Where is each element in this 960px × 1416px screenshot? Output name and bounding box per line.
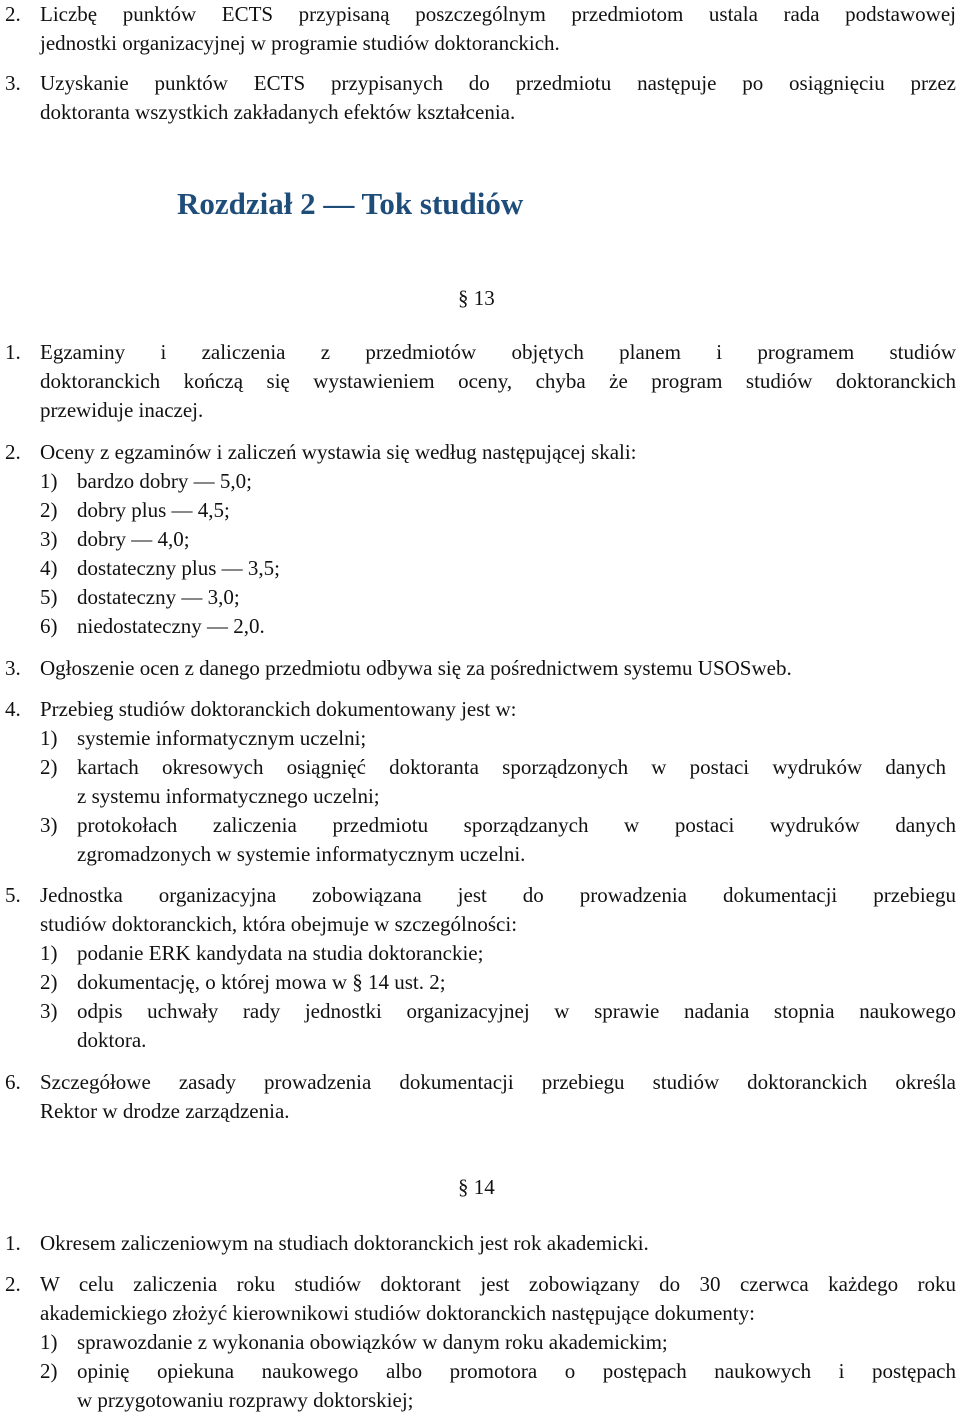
paragraph-line: Egzaminy i zaliczenia z przedmiotów objętych planem i programem studiów bbox=[40, 340, 956, 364]
grade-number: 4) bbox=[40, 556, 58, 580]
paragraph-line: doktoranckich kończą się wystawieniem oceny, chyba że program studiów doktoranckich bbox=[40, 369, 956, 393]
paragraph-line: Ogłoszenie ocen z danego przedmiotu odbywa się za pośrednictwem systemu USOSweb. bbox=[40, 656, 792, 680]
grade-number: 6) bbox=[40, 614, 58, 638]
sub-item-line: protokołach zaliczenia przedmiotu sporządzanych w postaci wydruków danych bbox=[77, 813, 956, 837]
sub-number: 1) bbox=[40, 1330, 58, 1354]
list-number: 2. bbox=[5, 2, 21, 26]
sub-item-line: kartach okresowych osiągnięć doktoranta sporządzonych w postaci wydruków danych bbox=[77, 755, 946, 779]
paragraph-line: doktoranta wszystkich zakładanych efektów kształcenia. bbox=[40, 100, 516, 124]
list-number: 2. bbox=[5, 440, 21, 464]
grade-item: niedostateczny — 2,0. bbox=[77, 614, 265, 638]
paragraph-line: Rektor w drodze zarządzenia. bbox=[40, 1099, 290, 1123]
list-number: 4. bbox=[5, 697, 21, 721]
paragraph-line: przewiduje inaczej. bbox=[40, 398, 204, 422]
paragraph-line: Liczbę punktów ECTS przypisaną poszczególnym przedmiotom ustala rada podstawowej bbox=[40, 2, 956, 26]
grade-number: 2) bbox=[40, 498, 58, 522]
list-number: 3. bbox=[5, 656, 21, 680]
section-heading: § 13 bbox=[458, 286, 495, 310]
sub-item-line: odpis uchwały rady jednostki organizacyjnej w sprawie nadania stopnia naukowego bbox=[77, 999, 956, 1023]
sub-number: 2) bbox=[40, 1359, 58, 1383]
sub-item-line: doktora. bbox=[77, 1028, 147, 1052]
list-number: 2. bbox=[5, 1272, 21, 1296]
paragraph-line: Szczegółowe zasady prowadzenia dokumentacji przebiegu studiów doktoranckich określa bbox=[40, 1070, 956, 1094]
list-number: 1. bbox=[5, 340, 21, 364]
sub-item-line: zgromadzonych w systemie informatycznym uczelni. bbox=[77, 842, 526, 866]
sub-item-line: systemie informatycznym uczelni; bbox=[77, 726, 367, 750]
sub-number: 2) bbox=[40, 755, 58, 779]
sub-number: 2) bbox=[40, 970, 58, 994]
list-number: 1. bbox=[5, 1231, 21, 1255]
section-heading: § 14 bbox=[458, 1175, 495, 1199]
sub-number: 1) bbox=[40, 726, 58, 750]
paragraph-line: Uzyskanie punktów ECTS przypisanych do przedmiotu następuje po osiągnięciu przez bbox=[40, 71, 956, 95]
sub-item-line: opinię opiekuna naukowego albo promotora o postępach naukowych i postępach bbox=[77, 1359, 956, 1383]
sub-item-line: w przygotowaniu rozprawy doktorskiej; bbox=[77, 1388, 414, 1412]
grade-number: 1) bbox=[40, 469, 58, 493]
grade-item: dostateczny plus — 3,5; bbox=[77, 556, 280, 580]
sub-item-line: z systemu informatycznego uczelni; bbox=[77, 784, 380, 808]
grade-item: dobry — 4,0; bbox=[77, 527, 190, 551]
paragraph-line: studiów doktoranckich, która obejmuje w szczególności: bbox=[40, 912, 518, 936]
paragraph-line: Jednostka organizacyjna zobowiązana jest do prowadzenia dokumentacji przebiegu bbox=[40, 883, 956, 907]
paragraph-line: akademickiego złożyć kierownikowi studiów doktoranckich następujące dokumenty: bbox=[40, 1301, 755, 1325]
paragraph-line: Przebieg studiów doktoranckich dokumentowany jest w: bbox=[40, 697, 517, 721]
list-number: 3. bbox=[5, 71, 21, 95]
grade-item: dobry plus — 4,5; bbox=[77, 498, 230, 522]
sub-item-line: dokumentację, o której mowa w § 14 ust. 2; bbox=[77, 970, 446, 994]
sub-item-line: podanie ERK kandydata na studia doktoranckie; bbox=[77, 941, 484, 965]
sub-number: 1) bbox=[40, 941, 58, 965]
grade-number: 5) bbox=[40, 585, 58, 609]
list-number: 5. bbox=[5, 883, 21, 907]
paragraph-line: Oceny z egzaminów i zaliczeń wystawia się według następującej skali: bbox=[40, 440, 637, 464]
paragraph-line: jednostki organizacyjnej w programie studiów doktoranckich. bbox=[40, 31, 560, 55]
sub-number: 3) bbox=[40, 813, 58, 837]
grade-item: dostateczny — 3,0; bbox=[77, 585, 240, 609]
paragraph-line: Okresem zaliczeniowym na studiach doktoranckich jest rok akademicki. bbox=[40, 1231, 649, 1255]
chapter-heading: Rozdział 2 — Tok studiów bbox=[177, 186, 524, 221]
sub-item-line: sprawozdanie z wykonania obowiązków w danym roku akademickim; bbox=[77, 1330, 668, 1354]
grade-number: 3) bbox=[40, 527, 58, 551]
paragraph-line: W celu zaliczenia roku studiów doktorant jest zobowiązany do 30 czerwca każdego roku bbox=[40, 1272, 956, 1296]
list-number: 6. bbox=[5, 1070, 21, 1094]
grade-item: bardzo dobry — 5,0; bbox=[77, 469, 252, 493]
sub-number: 3) bbox=[40, 999, 58, 1023]
